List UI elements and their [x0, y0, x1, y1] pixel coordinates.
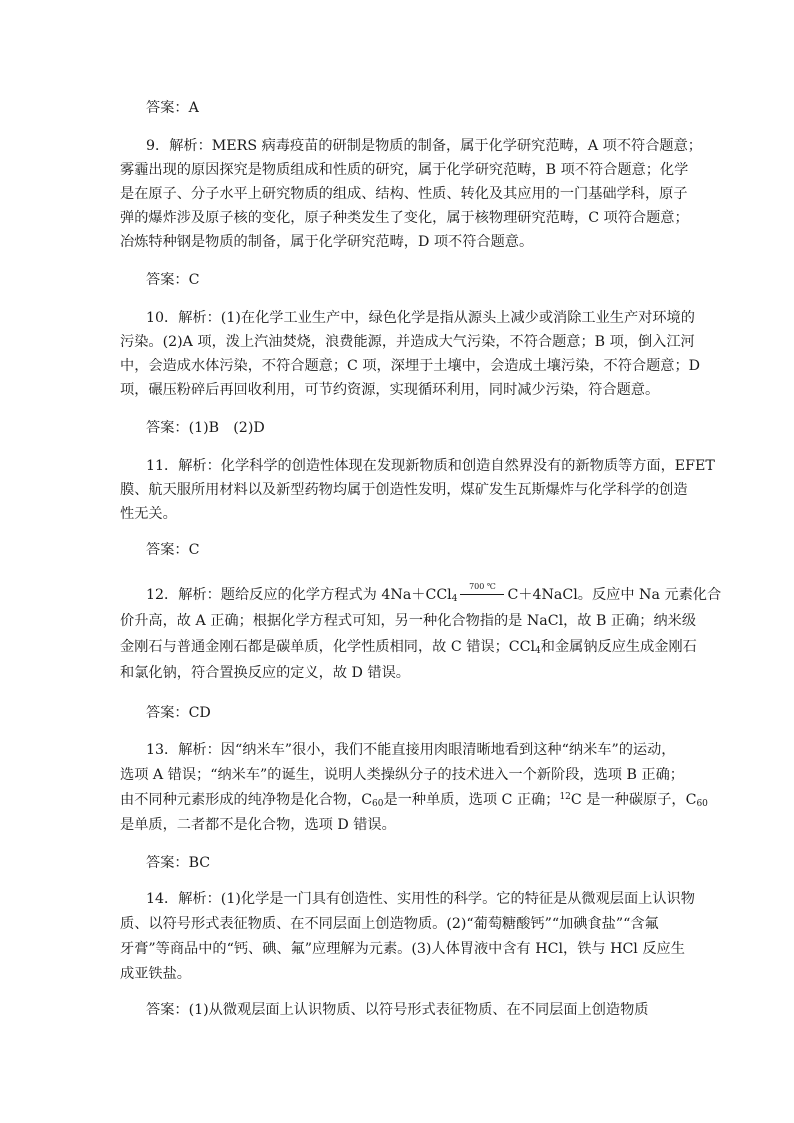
- q13-l3-sup: 12: [559, 792, 571, 802]
- q10-line-4: 项，碾压粉碎后再回收利用，可节约资源，实现循环利用，同时减少污染，符合题意。: [120, 382, 660, 398]
- q12-text-post: C＋4NaCl。反应中 Na 元素化合: [507, 587, 722, 603]
- answer-8: 答案：A: [146, 100, 199, 116]
- q12-text-pre: 12．解析：题给反应的化学方程式为 4Na＋CCl: [146, 587, 452, 603]
- q13-l3-sub2: 60: [696, 799, 708, 809]
- q12-line-1: [146, 582, 722, 605]
- q13-l3-pre: 由不同种元素形成的纯净物是化合物，C: [120, 792, 373, 808]
- q11-line-2: 膜、航天服所用材料以及新型药物均属于创造性发明，煤矿发生瓦斯爆炸与化学科学的创造: [120, 482, 688, 498]
- answer-13: 答案：BC: [146, 855, 211, 871]
- reaction-bar: [460, 594, 504, 595]
- q13-l3-sub1: 60: [372, 799, 384, 809]
- q12-l3-subscript: 4: [535, 646, 541, 656]
- reaction-arrow: [460, 582, 504, 605]
- q13-l3-mid2: C 是一种碳原子，C: [570, 792, 697, 808]
- q9-line-3: 是在原子、分子水平上研究物质的组成、结构、性质、转化及其应用的一门基础学科，原子: [120, 186, 688, 202]
- q12-line-3: [120, 637, 697, 657]
- answer-11: 答案：C: [146, 542, 200, 558]
- q9-line-4: 弹的爆炸涉及原子核的变化，原子种类发生了变化，属于核物理研究范畴，C 项符合题意；: [120, 210, 689, 226]
- reaction-condition: 700 ℃: [469, 582, 496, 591]
- q13-line-3: [120, 790, 708, 810]
- q14-line-1: 14．解析：(1)化学是一门具有创造性、实用性的科学。它的特征是从微观层面上认识物: [146, 891, 695, 907]
- q12-l3-pre: 金刚石与普通金刚石都是碳单质，化学性质相同，故 C 错误；CCl: [120, 639, 536, 655]
- q13-l3-mid: 是一种单质，选项 C 正确；: [383, 792, 560, 808]
- q11-line-3: 性无关。: [120, 506, 177, 522]
- q13-line-2: 选项 A 错误；“纳米车”的诞生，说明人类操纵分子的技术进入一个新阶段，选项 B 正确；: [120, 767, 684, 783]
- q11-line-1: 11．解析：化学科学的创造性体现在发现新物质和创造自然界没有的新物质等方面，EFET: [146, 458, 715, 474]
- q14-line-2: 质、以符号形式表征物质、在不同层面上创造物质。(2)“葡萄糖酸钙”“加碘食盐”“含氟: [120, 916, 659, 932]
- q10-line-3: 中，会造成水体污染，不符合题意；C 项，深埋于土壤中，会造成土壤污染，不符合题意；D: [120, 358, 701, 374]
- q12-l3-post: 和金属钠反应生成金刚石: [540, 639, 697, 655]
- answer-12: 答案：CD: [146, 705, 211, 721]
- answer-14: 答案：(1)从微观层面上认识物质、以符号形式表征物质、在不同层面上创造物质: [146, 1002, 649, 1018]
- q12-line-2: 价升高，故 A 正确；根据化学方程式可知，另一种化合物指的是 NaCl，故 B 正确；纳米级: [120, 613, 697, 629]
- q14-line-4: 成亚铁盐。: [120, 966, 191, 982]
- q12-subscript: 4: [451, 594, 458, 604]
- q13-line-1: 13．解析：因“纳米车”很小，我们不能直接用肉眼清晰地看到这种“纳米车”的运动，: [146, 742, 676, 758]
- q13-line-4: 是单质，二者都不是化合物，选项 D 错误。: [120, 817, 396, 833]
- q10-line-1: 10．解析：(1)在化学工业生产中，绿色化学是指从源头上减少或消除工业生产对环境的: [146, 310, 695, 326]
- q12-line-4: 和氯化钠，符合置换反应的定义，故 D 错误。: [120, 665, 410, 681]
- q9-line-5: 冶炼特种钢是物质的制备，属于化学研究范畴，D 项不符合题意。: [120, 234, 534, 250]
- answer-10: 答案：(1)B (2)D: [146, 420, 265, 436]
- q9-line-1: 9．解析：MERS 病毒疫苗的研制是物质的制备，属于化学研究范畴，A 项不符合题意；: [146, 138, 702, 154]
- q9-line-2: 雾霾出现的原因探究是物质组成和性质的研究，属于化学研究范畴，B 项不符合题意；化学: [120, 162, 689, 178]
- answer-9: 答案：C: [146, 272, 200, 288]
- q10-line-2: 污染。(2)A 项，泼上汽油焚烧，浪费能源，并造成大气污染，不符合题意；B 项，倒入江河: [120, 334, 695, 350]
- q14-line-3: 牙膏”等商品中的“钙、碘、氟”应理解为元素。(3)人体胃液中含有 HCl，铁与 HCl 反应生: [120, 941, 685, 957]
